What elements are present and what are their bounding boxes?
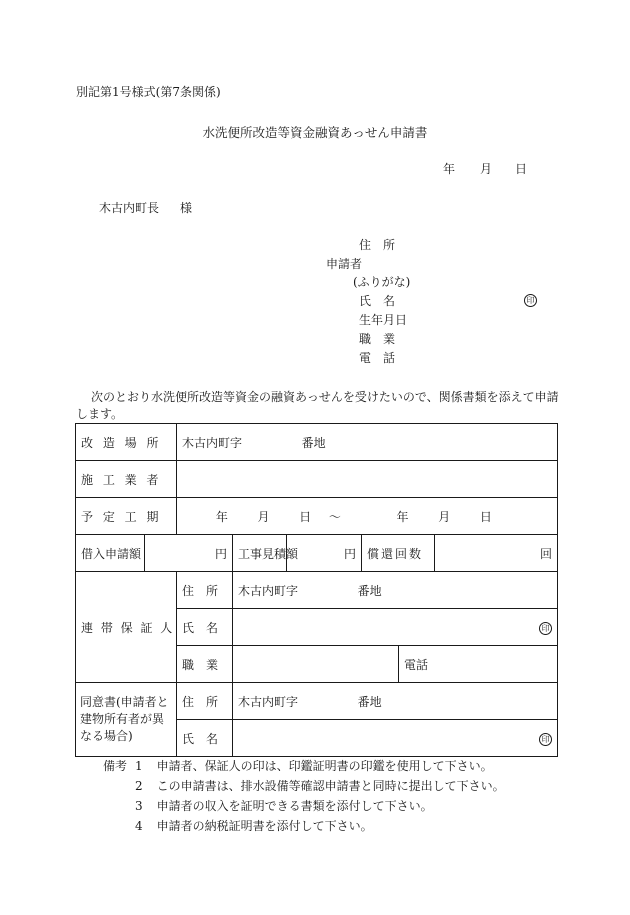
note-item: 4 申請者の納税証明書を添付して下さい。	[135, 819, 373, 833]
renovation-site-label: 改 造 場 所	[76, 424, 177, 461]
guarantor-name-label: 氏 名	[177, 609, 233, 646]
contractor-label: 施 工 業 者	[76, 461, 177, 498]
estimate-field[interactable]: 円	[287, 535, 362, 572]
applicant-furigana-label: (ふりがな)	[353, 275, 411, 289]
guarantor-address-field[interactable]: 木古内町字 番地	[233, 572, 558, 609]
schedule-field[interactable]: 年 月 日 ～ 年 月 日	[177, 498, 558, 535]
table-row-amounts	[76, 535, 558, 572]
form-label: 別記第1号様式(第7条関係)	[76, 85, 221, 99]
repay-count-field[interactable]: 回	[435, 535, 558, 572]
notes-heading: 備考	[103, 759, 128, 773]
applicant-label: 申請者	[326, 257, 363, 271]
date-year-label: 年	[443, 162, 456, 176]
table-row-renovation-site	[76, 424, 558, 461]
applicant-address-label: 住 所	[359, 238, 396, 252]
loan-amount-label: 借入申請額	[76, 535, 145, 572]
application-table	[75, 423, 558, 757]
note-item: 3 申請者の収入を証明できる書類を添付して下さい。	[135, 799, 433, 813]
consent-name-label: 氏 名	[177, 720, 233, 757]
intro-line-2: します。	[76, 407, 124, 421]
intro-line-1: 次のとおり水洗便所改造等資金の融資あっせんを受けたいので、関係書類を添えて申請	[91, 390, 559, 404]
seal-icon: 印	[539, 622, 552, 635]
seal-icon: 印	[524, 294, 537, 307]
applicant-seal-mark	[524, 292, 537, 307]
guarantor-occupation-field[interactable]	[233, 646, 399, 683]
repay-count-label: 償還回数	[362, 535, 435, 572]
guarantor-address-label: 住 所	[177, 572, 233, 609]
guarantor-label: 連 帯 保 証 人	[76, 572, 177, 683]
consent-label: 同意書(申請者と 建物所有者が異 なる場合)	[76, 683, 177, 757]
contractor-field[interactable]	[177, 461, 558, 498]
estimate-label: 工事見積額	[233, 535, 287, 572]
consent-address-field[interactable]: 木古内町字 番地	[233, 683, 558, 720]
renovation-site-field[interactable]: 木古内町字 番地	[177, 424, 558, 461]
addressee-honorific: 様	[180, 201, 193, 215]
table-row-consent-address	[76, 683, 558, 720]
table-row-schedule	[76, 498, 558, 535]
date-day-label: 日	[515, 162, 528, 176]
applicant-phone-label: 電 話	[359, 351, 396, 365]
table-row-contractor	[76, 461, 558, 498]
guarantor-phone-field[interactable]: 電話	[399, 646, 558, 683]
note-item: 2 この申請書は、排水設備等確認申請書と同時に提出して下さい。	[135, 779, 505, 793]
consent-address-label: 住 所	[177, 683, 233, 720]
consent-name-field[interactable]	[233, 720, 558, 757]
date-month-label: 月	[480, 162, 493, 176]
schedule-label: 予 定 工 期	[76, 498, 177, 535]
addressee: 木古内町長	[99, 201, 160, 215]
applicant-occupation-label: 職 業	[359, 332, 396, 346]
guarantor-name-field[interactable]	[233, 609, 558, 646]
seal-icon: 印	[539, 733, 552, 746]
guarantor-occupation-label: 職 業	[177, 646, 233, 683]
table-row-guarantor-address	[76, 572, 558, 609]
note-item: 1 申請者、保証人の印は、印鑑証明書の印鑑を使用して下さい。	[135, 759, 493, 773]
applicant-name-label: 氏 名	[359, 294, 396, 308]
applicant-birthdate-label: 生年月日	[359, 313, 408, 327]
loan-amount-field[interactable]: 円	[145, 535, 233, 572]
page-title: 水洗便所改造等資金融資あっせん申請書	[202, 125, 428, 140]
